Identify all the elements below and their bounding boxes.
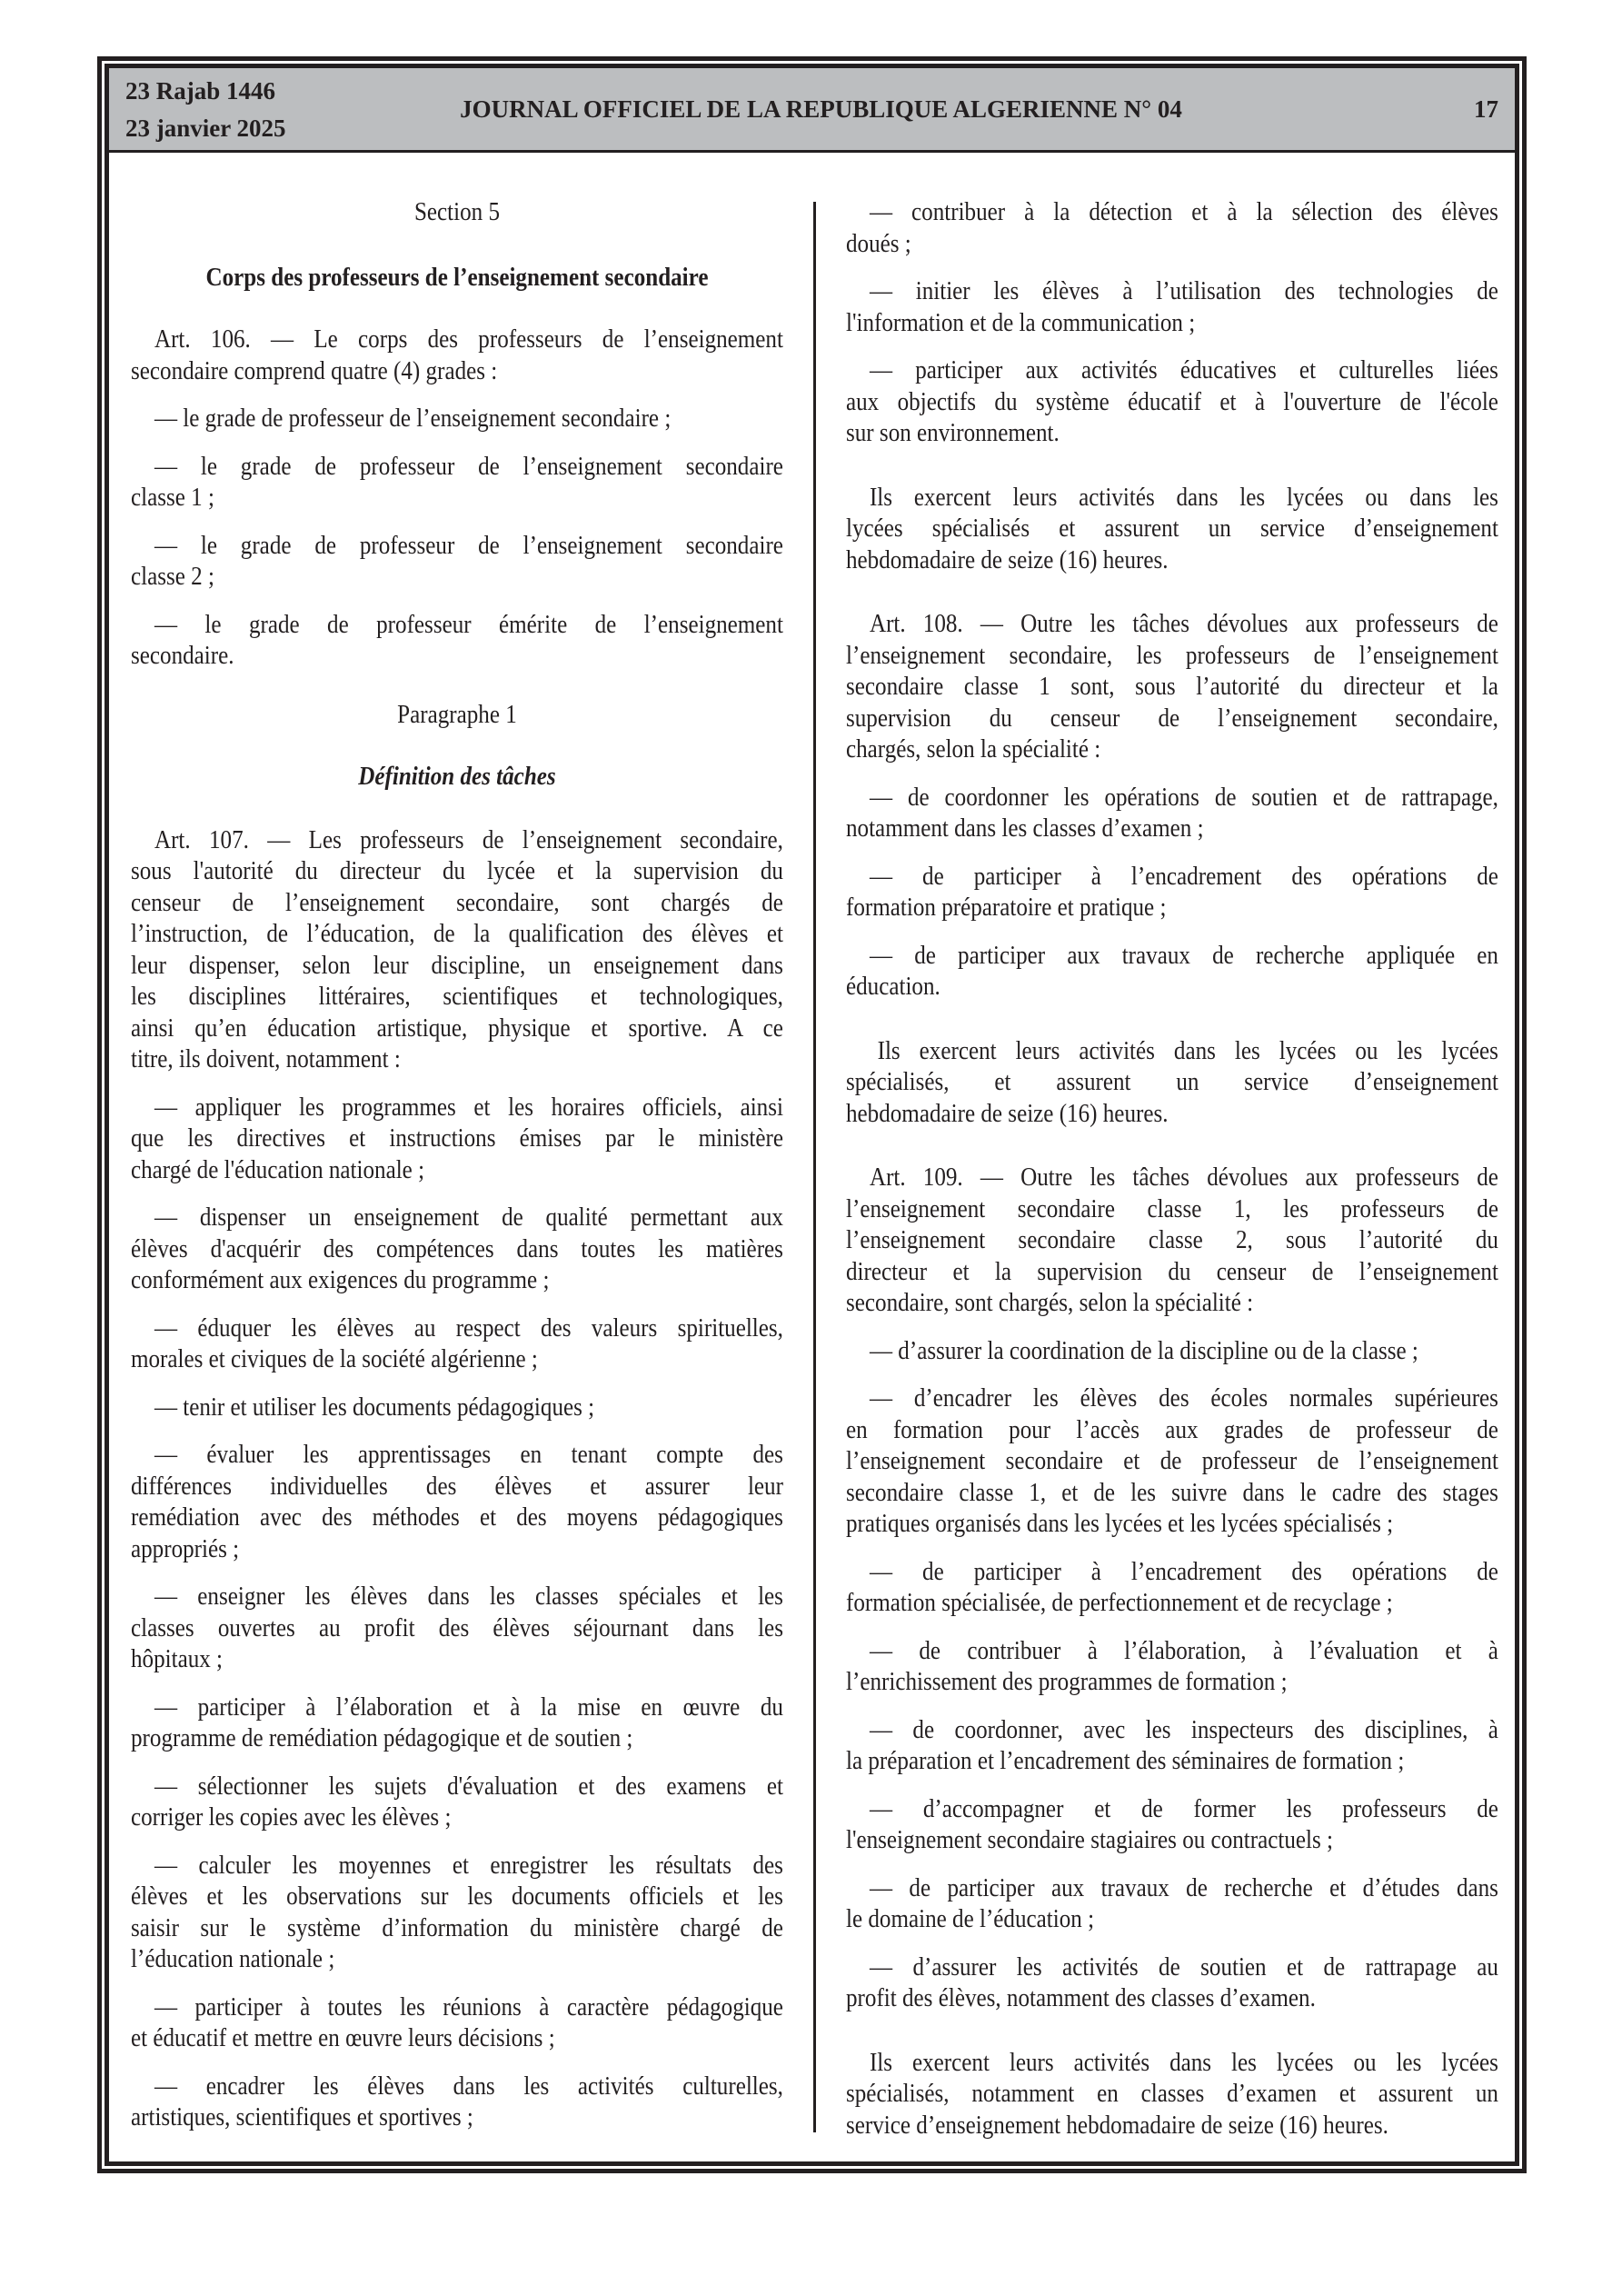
paragraph: [131, 451, 783, 514]
paragraph: [131, 1202, 783, 1296]
journal-title: JOURNAL OFFICIEL DE LA REPUBLIQUE ALGERIENNE N° 04: [460, 95, 1182, 123]
text-line: notamment dans les classes d’examen ;: [846, 814, 1204, 843]
paragraph: [131, 2071, 783, 2133]
text-line: — évaluer les apprentissages en tenant compte des: [154, 1440, 783, 1469]
text-line: — le grade de professeur de l’enseignement secondaire: [154, 451, 783, 481]
text-line: — de coordonner, avec les inspecteurs des disciplines, à: [869, 1714, 1498, 1744]
text-line: différences individuelles des élèves et assurer leur: [131, 1471, 783, 1501]
paragraph: [846, 1162, 1498, 1319]
text-line: classe 2 ;: [131, 562, 214, 591]
text-line: — de participer aux travaux de recherche appliquée en: [869, 940, 1498, 970]
text-line: Art. 106. — Le corps des professeurs de l’enseignement: [154, 324, 783, 354]
text-line: programme de remédiation pédagogique et de soutien ;: [131, 1723, 633, 1752]
paragraph: [131, 1771, 783, 1833]
text-line: l’enrichissement des programmes de formation ;: [846, 1667, 1288, 1696]
paragraph: [131, 324, 783, 386]
paragraph: [846, 1872, 1498, 1935]
text-line: secondaire classe 1 sont, sous l’autorité du directeur et la: [846, 672, 1498, 701]
text-line: — sélectionner les sujets d'évaluation et des examens et: [154, 1771, 783, 1801]
paragraph: [846, 2047, 1498, 2141]
paragraph: [131, 824, 783, 1075]
text-line: sous l'autorité du directeur du lycée et la supervision du: [131, 856, 783, 885]
text-line: — de contribuer à l’élaboration, à l’évaluation et à: [869, 1635, 1498, 1665]
text-line: élèves et les observations sur les documents officiels et les: [131, 1882, 783, 1911]
paragraph: [131, 1992, 783, 2054]
text-line: corriger les copies avec les élèves ;: [131, 1802, 452, 1832]
paragraph: [846, 1383, 1498, 1540]
text-line: le domaine de l’éducation ;: [846, 1904, 1095, 1933]
paragraph: [131, 1850, 783, 1975]
text-line: — calculer les moyennes et enregistrer les résultats des: [154, 1850, 783, 1880]
text-line: l'information et de la communication ;: [846, 307, 1196, 337]
text-line: — d’assurer la coordination de la discipline ou de la classe ;: [869, 1335, 1418, 1365]
paragraph: [131, 530, 783, 593]
paragraph: [131, 1313, 783, 1375]
text-line: classe 1 ;: [131, 483, 214, 512]
paragraph: [131, 1439, 783, 1564]
text-line: hebdomadaire de seize (16) heures.: [846, 1098, 1169, 1128]
text-line: secondaire classe 1, et de les suivre dans le cadre des stages: [846, 1477, 1498, 1507]
text-line: formation préparatoire et pratique ;: [846, 893, 1167, 922]
text-line: — tenir et utiliser les documents pédagogiques ;: [154, 1392, 595, 1422]
text-line: — d’assurer les activités de soutien et de rattrapage au: [869, 1952, 1498, 1982]
text-line: classes ouvertes au profit des élèves séjournant dans les: [131, 1612, 783, 1642]
text-line: remédiation avec des méthodes et des moyens pédagogiques: [131, 1502, 783, 1532]
paragraph: [131, 609, 783, 672]
paragraph: [846, 940, 1498, 1003]
section-title: [131, 761, 783, 793]
text-line: et éducatif et mettre en œuvre leurs décisions ;: [131, 2023, 555, 2052]
paragraph: [131, 1092, 783, 1186]
text-line: secondaire, sont chargés, selon la spécialité :: [846, 1288, 1254, 1317]
text-line: chargés, selon la spécialité :: [846, 734, 1101, 764]
text-line: titre, ils doivent, notamment :: [131, 1044, 401, 1073]
text-line: — de participer à l’encadrement des opérations de: [869, 861, 1498, 891]
text-line: Art. 109. — Outre les tâches dévolues aux professeurs de: [869, 1163, 1498, 1192]
section-heading: [131, 699, 783, 731]
text-line: — initier les élèves à l’utilisation des technologies de: [869, 276, 1498, 305]
section-title: [131, 262, 783, 294]
text-line: lycées spécialisés et assurent un service d’enseignement: [846, 514, 1498, 543]
journal-header: [109, 68, 1515, 153]
column-divider: [813, 202, 816, 2132]
text-line: — le grade de professeur de l’enseignement secondaire: [154, 530, 783, 560]
text-line: morales et civiques de la société algérienne ;: [131, 1344, 538, 1373]
text-line: l’enseignement secondaire classe 1, les professeurs de: [846, 1193, 1498, 1223]
text-line: artistiques, scientifiques et sportives ;: [131, 2102, 473, 2131]
paragraph: [846, 275, 1498, 338]
text-line: doués ;: [846, 228, 911, 258]
paragraph: [846, 196, 1498, 259]
paragraph: [846, 1556, 1498, 1619]
section-heading: [131, 196, 783, 228]
text-line: ainsi qu’en éducation artistique, physique et sportive. A ce: [131, 1013, 783, 1043]
text-line: Art. 107. — Les professeurs de l’enseignement secondaire,: [154, 824, 783, 854]
paragraph: [846, 1035, 1498, 1130]
paragraph: [846, 782, 1498, 844]
text-line: Art. 108. — Outre les tâches dévolues aux professeurs de: [869, 609, 1498, 638]
heading-text: Section 5: [413, 197, 501, 226]
paragraph: [131, 1392, 783, 1423]
text-line: leur dispenser, selon leur discipline, un enseignement dans: [131, 950, 783, 980]
text-line: — de participer à l’encadrement des opérations de: [869, 1556, 1498, 1586]
text-line: service d’enseignement hebdomadaire de seize (16) heures.: [846, 2110, 1388, 2140]
paragraph: [131, 403, 783, 434]
text-line: — dispenser un enseignement de qualité permettant aux: [154, 1203, 783, 1232]
text-line: Ils exercent leurs activités dans les lycées ou les lycées: [869, 2047, 1498, 2077]
text-line: saisir sur le système d’information du ministère chargé de: [131, 1912, 783, 1942]
paragraph: [846, 1793, 1498, 1856]
text-line: — de coordonner les opérations de soutien et de rattrapage,: [869, 782, 1498, 812]
text-line: profit des élèves, notamment des classes d’examen.: [846, 1983, 1316, 2012]
text-line: en formation pour l’accès aux grades de professeur de: [846, 1414, 1498, 1444]
text-line: Ils exercent leurs activités dans les lycées ou les lycées: [877, 1035, 1498, 1065]
right-column: [846, 196, 1498, 2141]
text-line: pratiques organisés dans les lycées et les lycées spécialisés ;: [846, 1509, 1394, 1538]
text-line: élèves d'acquérir des compétences dans toutes les matières: [131, 1233, 783, 1263]
paragraph: [846, 1335, 1498, 1367]
text-line: — d’encadrer les élèves des écoles normales supérieures: [869, 1383, 1498, 1413]
text-line: — participer à l’élaboration et à la mise en œuvre du: [154, 1692, 783, 1722]
paragraph: [846, 1714, 1498, 1777]
paragraph: [131, 1692, 783, 1754]
text-line: directeur et la supervision du censeur de l’enseignement: [846, 1256, 1498, 1286]
text-line: censeur de l’enseignement secondaire, sont chargés de: [131, 887, 783, 917]
text-line: que les directives et instructions émises par le ministère: [131, 1123, 783, 1153]
text-line: supervision du censeur de l’enseignement secondaire,: [846, 703, 1498, 733]
paragraph: [131, 1581, 783, 1675]
text-line: — enseigner les élèves dans les classes spéciales et les: [154, 1582, 783, 1611]
text-line: — le grade de professeur de l’enseignement secondaire ;: [154, 404, 672, 433]
text-line: aux objectifs du système éducatif et à l'ouverture de l'école: [846, 386, 1498, 416]
text-line: spécialisés, notamment en classes d’examen et assurent un: [846, 2079, 1498, 2108]
text-line: — d’accompagner et de former les professeurs de: [869, 1793, 1498, 1823]
page-number: 17: [1474, 95, 1498, 123]
text-line: Ils exercent leurs activités dans les lycées ou dans les: [869, 482, 1498, 512]
heading-text: Définition des tâches: [358, 762, 556, 791]
text-line: la préparation et l’encadrement des séminaires de formation ;: [846, 1746, 1405, 1775]
text-line: — le grade de professeur émérite de l’enseignement: [154, 609, 783, 639]
text-line: — participer à toutes les réunions à caractère pédagogique: [154, 1992, 783, 2021]
text-line: sur son environnement.: [846, 418, 1060, 447]
text-line: l'enseignement secondaire stagiaires ou contractuels ;: [846, 1825, 1333, 1854]
text-line: — appliquer les programmes et les horaires officiels, ainsi: [154, 1092, 783, 1122]
paragraph: [846, 608, 1498, 765]
text-line: l’éducation nationale ;: [131, 1944, 335, 1973]
text-line: — contribuer à la détection et à la sélection des élèves: [869, 197, 1498, 226]
text-line: chargé de l'éducation nationale ;: [131, 1154, 425, 1184]
text-line: spécialisés, et assurent un service d’enseignement: [846, 1067, 1498, 1096]
paragraph: [846, 354, 1498, 449]
heading-text: Corps des professeurs de l’enseignement secondaire: [205, 262, 709, 292]
text-line: l’instruction, de l’éducation, de la qualification des élèves et: [131, 919, 783, 948]
text-line: hôpitaux ;: [131, 1644, 224, 1673]
paragraph: [846, 1952, 1498, 2014]
text-line: — éduquer les élèves au respect des valeurs spirituelles,: [154, 1313, 783, 1343]
heading-text: Paragraphe 1: [397, 699, 517, 729]
text-line: l’enseignement secondaire classe 2, sous l’autorité du: [846, 1225, 1498, 1254]
text-line: les disciplines littéraires, scientifiques et technologiques,: [131, 982, 783, 1011]
text-line: secondaire comprend quatre (4) grades :: [131, 355, 498, 385]
text-line: hebdomadaire de seize (16) heures.: [846, 544, 1169, 574]
paragraph: [846, 1635, 1498, 1698]
text-line: conformément aux exigences du programme ;: [131, 1265, 550, 1294]
gregorian-date: 23 janvier 2025: [125, 115, 286, 142]
paragraph: [846, 482, 1498, 576]
left-column: [131, 196, 783, 2133]
hijri-date: 23 Rajab 1446: [125, 77, 276, 105]
paragraph: [846, 861, 1498, 923]
text-line: formation spécialisée, de perfectionnement et de recyclage ;: [846, 1588, 1393, 1617]
text-line: appropriés ;: [131, 1533, 240, 1563]
text-line: — participer aux activités éducatives et culturelles liées: [869, 355, 1498, 384]
text-line: l’enseignement secondaire et de professeur de l’enseignement: [846, 1446, 1498, 1475]
text-line: éducation.: [846, 972, 940, 1001]
text-line: l’enseignement secondaire, les professeurs de l’enseignement: [846, 640, 1498, 670]
text-line: secondaire.: [131, 641, 234, 670]
text-line: — encadrer les élèves dans les activités culturelles,: [154, 2071, 783, 2101]
text-line: — de participer aux travaux de recherche et d’études dans: [869, 1872, 1498, 1902]
